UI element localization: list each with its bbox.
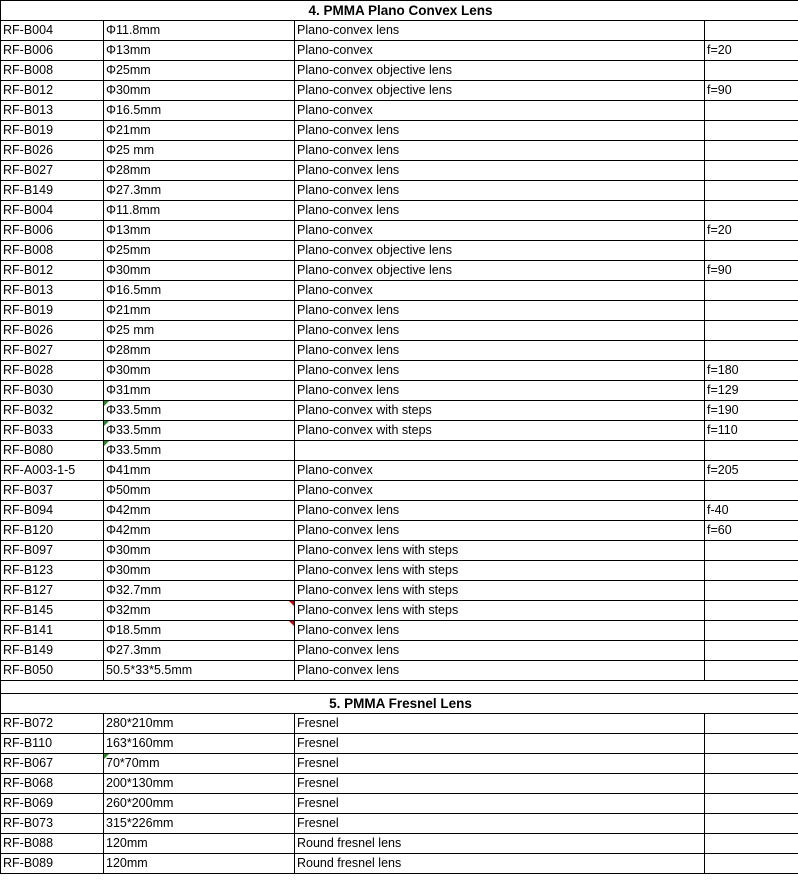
table-row [1,401,798,421]
size-cell[interactable]: 70*70mm [104,754,295,774]
focal-length-cell[interactable] [705,581,798,601]
description-cell[interactable]: Plano-convex lens [295,321,705,341]
focal-length-cell[interactable]: f=60 [705,521,798,541]
part-number-cell[interactable]: RF-B008 [1,241,104,261]
size-cell[interactable]: Φ25 mm [104,321,295,341]
description-cell[interactable]: Plano-convex objective lens [295,61,705,81]
description-cell[interactable]: Fresnel [295,754,705,774]
focal-length-cell[interactable] [705,641,798,661]
part-number-cell[interactable]: RF-B037 [1,481,104,501]
table-row [1,441,798,461]
part-number-cell[interactable]: RF-B088 [1,834,104,854]
focal-length-cell[interactable] [705,661,798,681]
table-row [1,561,798,581]
size-cell[interactable]: Φ13mm [104,221,295,241]
part-number-cell[interactable]: RF-B033 [1,421,104,441]
focal-length-cell[interactable]: f=110 [705,421,798,441]
size-cell[interactable]: Φ42mm [104,521,295,541]
description-cell[interactable]: Plano-convex lens [295,621,705,641]
table-row [1,814,798,834]
table-row [1,301,798,321]
table-row [1,501,798,521]
section-title[interactable]: 4. PMMA Plano Convex Lens [1,1,798,21]
size-cell[interactable]: Φ31mm [104,381,295,401]
description-cell[interactable]: Plano-convex lens with steps [295,601,705,621]
part-number-cell[interactable]: RF-B094 [1,501,104,521]
size-cell[interactable]: Φ27.3mm [104,641,295,661]
size-cell[interactable]: Φ21mm [104,121,295,141]
focal-length-cell[interactable] [705,341,798,361]
part-number-cell[interactable]: RF-B012 [1,81,104,101]
focal-length-cell[interactable] [705,481,798,501]
table-row [1,461,798,481]
focal-length-cell[interactable]: f=20 [705,221,798,241]
section-title-row [1,1,798,21]
focal-length-cell[interactable] [705,714,798,734]
table-row [1,794,798,814]
focal-length-cell[interactable] [705,601,798,621]
description-cell[interactable]: Plano-convex [295,101,705,121]
part-number-cell[interactable]: RF-A003-1-5 [1,461,104,481]
part-number-cell[interactable]: RF-B072 [1,714,104,734]
table-row [1,661,798,681]
focal-length-cell[interactable]: f=180 [705,361,798,381]
focal-length-cell[interactable] [705,734,798,754]
size-cell[interactable]: 280*210mm [104,714,295,734]
table-row [1,141,798,161]
focal-length-cell[interactable] [705,321,798,341]
description-cell[interactable]: Plano-convex [295,41,705,61]
part-number-cell[interactable]: RF-B032 [1,401,104,421]
focal-length-cell[interactable] [705,301,798,321]
table-row [1,481,798,501]
part-number-cell[interactable]: RF-B123 [1,561,104,581]
size-cell[interactable]: 315*226mm [104,814,295,834]
part-number-cell[interactable]: RF-B149 [1,181,104,201]
description-cell[interactable]: Plano-convex lens [295,301,705,321]
section-title[interactable]: 5. PMMA Fresnel Lens [1,694,798,714]
size-cell[interactable]: Φ25mm [104,241,295,261]
size-cell[interactable]: Φ16.5mm [104,101,295,121]
size-cell[interactable]: Φ42mm [104,501,295,521]
table-row [1,421,798,441]
focal-length-cell[interactable] [705,141,798,161]
part-number-cell[interactable]: RF-B149 [1,641,104,661]
part-number-cell[interactable]: RF-B013 [1,281,104,301]
focal-length-cell[interactable] [705,61,798,81]
description-cell[interactable]: Plano-convex lens [295,121,705,141]
focal-length-cell[interactable] [705,121,798,141]
part-number-cell[interactable]: RF-B006 [1,221,104,241]
part-number-cell[interactable]: RF-B120 [1,521,104,541]
description-cell[interactable]: Plano-convex lens [295,521,705,541]
description-cell[interactable]: Plano-convex lens with steps [295,561,705,581]
focal-length-cell[interactable]: f=90 [705,81,798,101]
description-cell[interactable]: Plano-convex lens with steps [295,581,705,601]
part-number-cell[interactable]: RF-B050 [1,661,104,681]
description-cell[interactable]: Plano-convex lens [295,181,705,201]
part-number-cell[interactable]: RF-B026 [1,321,104,341]
size-cell[interactable]: Φ32mm [104,601,295,621]
description-cell[interactable]: Fresnel [295,794,705,814]
focal-length-cell[interactable] [705,814,798,834]
section-gap-row [1,681,798,694]
description-cell[interactable] [295,441,705,461]
part-number-cell[interactable]: RF-B089 [1,854,104,874]
description-cell[interactable]: Plano-convex [295,281,705,301]
table-row [1,714,798,734]
description-cell[interactable]: Plano-convex with steps [295,401,705,421]
description-cell[interactable]: Plano-convex lens [295,361,705,381]
part-number-cell[interactable]: RF-B027 [1,161,104,181]
part-number-cell[interactable]: RF-B030 [1,381,104,401]
size-cell[interactable]: 163*160mm [104,734,295,754]
size-cell[interactable]: Φ21mm [104,301,295,321]
part-number-cell[interactable]: RF-B097 [1,541,104,561]
size-cell[interactable]: Φ18.5mm [104,621,295,641]
focal-length-cell[interactable] [705,241,798,261]
size-cell[interactable]: Φ27.3mm [104,181,295,201]
description-cell[interactable]: Fresnel [295,734,705,754]
table-row [1,621,798,641]
part-number-cell[interactable]: RF-B008 [1,61,104,81]
table-row [1,221,798,241]
table-row [1,241,798,261]
table-row [1,541,798,561]
size-cell[interactable]: Φ33.5mm [104,441,295,461]
part-number-cell[interactable]: RF-B012 [1,261,104,281]
focal-length-cell[interactable]: f=190 [705,401,798,421]
table-row [1,361,798,381]
description-cell[interactable]: Plano-convex lens [295,501,705,521]
part-number-cell[interactable]: RF-B027 [1,341,104,361]
focal-length-cell[interactable] [705,774,798,794]
table-row [1,281,798,301]
table-row [1,41,798,61]
table-row [1,341,798,361]
part-number-cell[interactable]: RF-B028 [1,361,104,381]
size-cell[interactable]: Φ30mm [104,561,295,581]
focal-length-cell[interactable] [705,201,798,221]
description-cell[interactable]: Plano-convex lens with steps [295,541,705,561]
size-cell[interactable]: Φ50mm [104,481,295,501]
size-cell[interactable]: 120mm [104,854,295,874]
description-cell[interactable]: Plano-convex [295,221,705,241]
part-number-cell[interactable]: RF-B068 [1,774,104,794]
description-cell[interactable]: Fresnel [295,814,705,834]
size-cell[interactable]: Φ11.8mm [104,21,295,41]
description-cell[interactable]: Plano-convex lens [295,201,705,221]
section-title-row [1,694,798,714]
description-cell[interactable]: Round fresnel lens [295,854,705,874]
table-row [1,381,798,401]
size-cell[interactable]: Φ16.5mm [104,281,295,301]
part-number-cell[interactable]: RF-B006 [1,41,104,61]
description-cell[interactable]: Plano-convex objective lens [295,241,705,261]
size-cell[interactable]: Φ30mm [104,541,295,561]
size-cell[interactable]: Φ30mm [104,81,295,101]
focal-length-cell[interactable] [705,161,798,181]
size-cell[interactable]: 260*200mm [104,794,295,814]
focal-length-cell[interactable]: f=20 [705,41,798,61]
focal-length-cell[interactable] [705,754,798,774]
part-number-cell[interactable]: RF-B073 [1,814,104,834]
size-cell[interactable]: Φ25 mm [104,141,295,161]
description-cell[interactable]: Plano-convex lens [295,21,705,41]
table-row [1,161,798,181]
size-cell[interactable]: Φ11.8mm [104,201,295,221]
description-cell[interactable]: Plano-convex lens [295,661,705,681]
table-row [1,201,798,221]
table-row [1,734,798,754]
size-cell[interactable]: Φ30mm [104,361,295,381]
focal-length-cell[interactable] [705,854,798,874]
size-cell[interactable]: Φ41mm [104,461,295,481]
table-row [1,521,798,541]
size-cell[interactable]: Φ30mm [104,261,295,281]
focal-length-cell[interactable] [705,621,798,641]
size-cell[interactable]: Φ32.7mm [104,581,295,601]
focal-length-cell[interactable]: f=129 [705,381,798,401]
table-row [1,581,798,601]
part-number-cell[interactable]: RF-B080 [1,441,104,461]
table-row [1,601,798,621]
table-row [1,854,798,874]
table-row [1,121,798,141]
focal-length-cell[interactable]: f=90 [705,261,798,281]
description-cell[interactable]: Plano-convex [295,461,705,481]
description-cell[interactable]: Plano-convex lens [295,641,705,661]
description-cell[interactable]: Plano-convex objective lens [295,261,705,281]
table-row [1,321,798,341]
focal-length-cell[interactable] [705,834,798,854]
description-cell[interactable]: Plano-convex lens [295,341,705,361]
part-number-cell[interactable]: RF-B110 [1,734,104,754]
focal-length-cell[interactable]: f-40 [705,501,798,521]
description-cell[interactable]: Plano-convex lens [295,141,705,161]
part-number-cell[interactable]: RF-B069 [1,794,104,814]
part-number-cell[interactable]: RF-B127 [1,581,104,601]
table-row [1,101,798,121]
part-number-cell[interactable]: RF-B026 [1,141,104,161]
part-number-cell[interactable]: RF-B004 [1,21,104,41]
focal-length-cell[interactable] [705,21,798,41]
part-number-cell[interactable]: RF-B141 [1,621,104,641]
focal-length-cell[interactable]: f=205 [705,461,798,481]
part-number-cell[interactable]: RF-B004 [1,201,104,221]
description-cell[interactable]: Plano-convex [295,481,705,501]
description-cell[interactable]: Plano-convex lens [295,161,705,181]
gap-cell[interactable] [1,681,798,694]
part-number-cell[interactable]: RF-B145 [1,601,104,621]
focal-length-cell[interactable] [705,561,798,581]
focal-length-cell[interactable] [705,181,798,201]
description-cell[interactable]: Plano-convex lens [295,381,705,401]
description-cell[interactable]: Plano-convex objective lens [295,81,705,101]
size-cell[interactable]: Φ25mm [104,61,295,81]
focal-length-cell[interactable] [705,101,798,121]
focal-length-cell[interactable] [705,281,798,301]
table-row [1,774,798,794]
size-cell[interactable]: Φ13mm [104,41,295,61]
size-cell[interactable]: Φ33.5mm [104,401,295,421]
table-row [1,81,798,101]
size-cell[interactable]: 50.5*33*5.5mm [104,661,295,681]
description-cell[interactable]: Fresnel [295,714,705,734]
part-number-cell[interactable]: RF-B013 [1,101,104,121]
size-cell[interactable]: Φ28mm [104,161,295,181]
size-cell[interactable]: Φ28mm [104,341,295,361]
focal-length-cell[interactable] [705,441,798,461]
size-cell[interactable]: Φ33.5mm [104,421,295,441]
description-cell[interactable]: Round fresnel lens [295,834,705,854]
part-number-cell[interactable]: RF-B019 [1,301,104,321]
description-cell[interactable]: Fresnel [295,774,705,794]
table-row [1,834,798,854]
part-number-cell[interactable]: RF-B067 [1,754,104,774]
table-row [1,21,798,41]
focal-length-cell[interactable] [705,794,798,814]
size-cell[interactable]: 200*130mm [104,774,295,794]
table-row [1,181,798,201]
focal-length-cell[interactable] [705,541,798,561]
table-row [1,641,798,661]
part-number-cell[interactable]: RF-B019 [1,121,104,141]
table-row [1,61,798,81]
description-cell[interactable]: Plano-convex with steps [295,421,705,441]
size-cell[interactable]: 120mm [104,834,295,854]
table-row [1,754,798,774]
table-row [1,261,798,281]
